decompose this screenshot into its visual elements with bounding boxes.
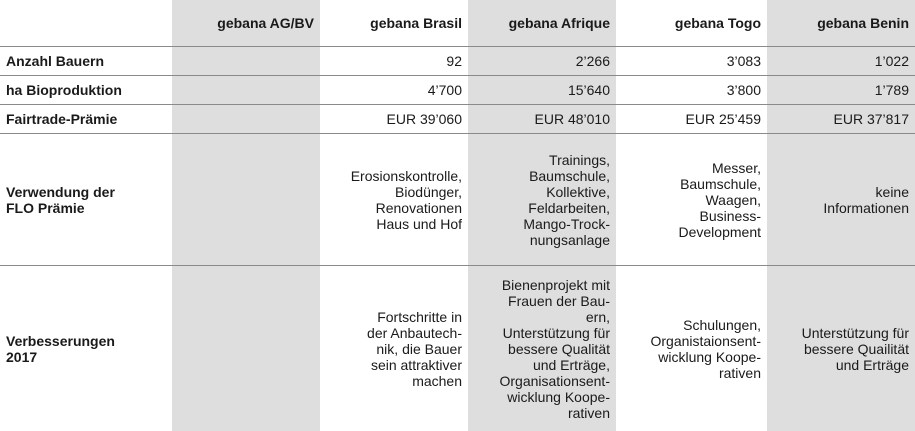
- table-row: [0, 76, 915, 105]
- table-cell: Fortschritte in der Anbautech- nik, die Bauer sein attraktiver machen: [320, 266, 468, 431]
- header-empty-cell: [0, 0, 172, 47]
- table-cell: [172, 76, 320, 105]
- table-cell: Bienenprojekt mit Frauen der Bau- ern, Unterstützung für bessere Qualität und Erträge, Organisationsent- wicklung Koope- rativen: [468, 266, 616, 431]
- table-cell: Schulungen, Organistaionsent- wicklung Koope- rativen: [616, 266, 767, 431]
- header-gebana-brasil: gebana Brasil: [320, 0, 468, 47]
- table-cell: 15’640: [468, 76, 616, 105]
- row-label: Verbesserungen 2017: [0, 266, 172, 431]
- header-row: [0, 0, 915, 47]
- table-cell: 92: [320, 47, 468, 76]
- table-cell: 3’083: [616, 47, 767, 76]
- row-label: Verwendung der FLO Prämie: [0, 134, 172, 266]
- table-cell: Messer, Baumschule, Waagen, Business- Development: [616, 134, 767, 266]
- table-cell: [172, 47, 320, 76]
- table-row: [0, 47, 915, 76]
- table-cell: 4’700: [320, 76, 468, 105]
- header-gebana-togo: gebana Togo: [616, 0, 767, 47]
- table-cell: Trainings, Baumschule, Kollektive, Feldarbeiten, Mango-Trock- nungsanlage: [468, 134, 616, 266]
- table-cell: 1’789: [767, 76, 915, 105]
- table-cell: [172, 266, 320, 431]
- table-cell: 3’800: [616, 76, 767, 105]
- row-label: ha Bioproduktion: [0, 76, 172, 105]
- table-cell: [172, 134, 320, 266]
- table-cell: keine Informationen: [767, 134, 915, 266]
- table-row: [0, 266, 915, 431]
- table-row: [0, 105, 915, 134]
- table-cell: [172, 105, 320, 134]
- row-label: Fairtrade-Prämie: [0, 105, 172, 134]
- table-cell: 1’022: [767, 47, 915, 76]
- row-label: Anzahl Bauern: [0, 47, 172, 76]
- table-cell: Unterstützung für bessere Quailität und Erträge: [767, 266, 915, 431]
- table-cell: Erosionskontrolle, Biodünger, Renovationen Haus und Hof: [320, 134, 468, 266]
- table-cell: EUR 37’817: [767, 105, 915, 134]
- table-row: [0, 134, 915, 266]
- table-cell: EUR 25’459: [616, 105, 767, 134]
- header-gebana-benin: gebana Benin: [767, 0, 915, 47]
- table-cell: 2’266: [468, 47, 616, 76]
- table-cell: EUR 39’060: [320, 105, 468, 134]
- header-gebana-afrique: gebana Afrique: [468, 0, 616, 47]
- header-gebana-ag-bv: gebana AG/BV: [172, 0, 320, 47]
- table-cell: EUR 48’010: [468, 105, 616, 134]
